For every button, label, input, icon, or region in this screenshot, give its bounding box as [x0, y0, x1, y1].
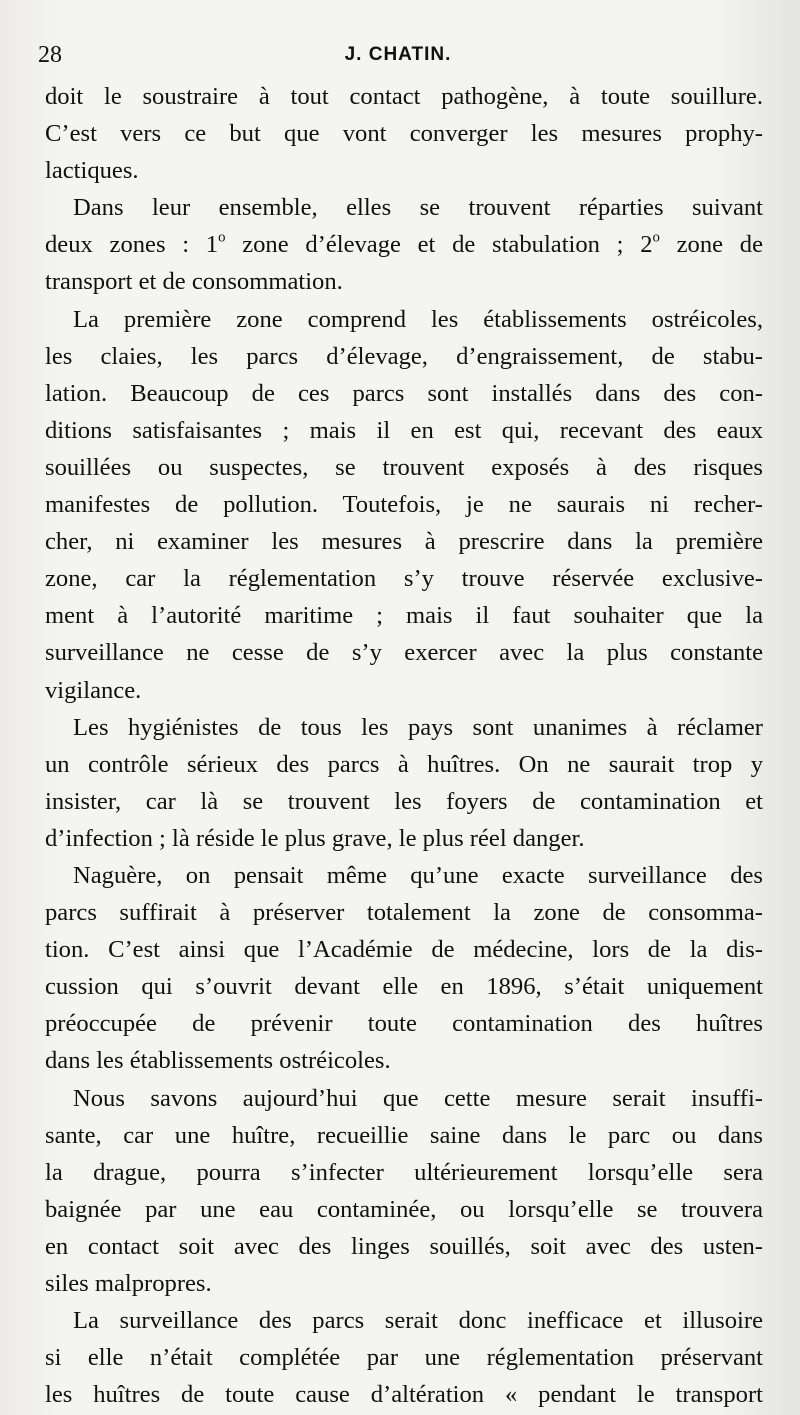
paragraph	[45, 709, 763, 857]
paragraph	[45, 857, 763, 1080]
text-line: les claies, les parcs d’élevage, d’engraissement, de stabu-	[45, 342, 763, 370]
text-line: manifestes de pollution. Toutefois, je ne saurais ni recher-	[45, 491, 763, 519]
text-line: la drague, pourra s’infecter ultérieurement lorsqu’elle sera	[45, 1158, 763, 1186]
running-head: J. CHATIN.	[344, 44, 452, 65]
text-line: tion. C’est ainsi que l’Académie de médecine, lors de la dis-	[45, 936, 763, 964]
text-line: baignée par une eau contaminée, ou lorsqu’elle se trouvera	[45, 1195, 763, 1223]
text-line: sante, car une huître, recueillie saine dans le parc ou dans	[45, 1121, 763, 1149]
text-line: préoccupée de prévenir toute contamination des huîtres	[45, 1010, 763, 1038]
text-line: si elle n’était complétée par une réglementation préservant	[45, 1344, 763, 1372]
text-line: La surveillance des parcs serait donc inefficace et illusoire	[73, 1307, 763, 1335]
page-header	[38, 38, 758, 72]
text-line: dans les établissements ostréicoles.	[45, 1047, 391, 1075]
paragraph	[45, 1080, 763, 1303]
text-line: cher, ni examiner les mesures à prescrire dans la première	[45, 528, 763, 556]
paragraph	[45, 301, 763, 709]
text-line: zone, car la réglementation s’y trouve réservée exclusive-	[45, 565, 763, 593]
text-line: lactiques.	[45, 157, 139, 185]
text-line: Nous savons aujourd’hui que cette mesure serait insuffi-	[73, 1084, 763, 1112]
text-line: insister, car là se trouvent les foyers de contamination et	[45, 787, 763, 815]
text-line: La première zone comprend les établissements ostréicoles,	[73, 305, 763, 333]
text-line: doit le soustraire à tout contact pathogène, à toute souillure.	[45, 83, 763, 110]
text-line: cussion qui s’ouvrit devant elle en 1896, s’était uniquement	[45, 973, 763, 1001]
text-line: les huîtres de toute cause d’altération « pendant le transport	[45, 1381, 763, 1409]
text-line: lation. Beaucoup de ces parcs sont installés dans des con-	[45, 379, 763, 407]
text-line: un contrôle sérieux des parcs à huîtres. On ne saurait trop y	[45, 750, 763, 778]
text-line: en contact soit avec des linges souillés, soit avec des usten-	[45, 1232, 763, 1260]
paragraph	[45, 1302, 763, 1413]
text-line: surveillance ne cesse de s’y exercer avec la plus constante	[45, 639, 763, 667]
text-line: parcs suffirait à préserver totalement la zone de consomma-	[45, 899, 763, 927]
text-line: ditions satisfaisantes ; mais il en est qui, recevant des eaux	[45, 416, 763, 444]
text-line: transport et de consommation.	[45, 268, 343, 296]
text-line: C’est vers ce but que vont converger les mesures prophy-	[45, 120, 763, 148]
text-line: Dans leur ensemble, elles se trouvent réparties suivant	[73, 194, 763, 222]
text-line: vigilance.	[45, 676, 142, 704]
paragraph	[45, 189, 763, 300]
text-line: Naguère, on pensait même qu’une exacte surveillance des	[73, 861, 763, 889]
page-number: 28	[38, 42, 62, 68]
text-line: Les hygiénistes de tous les pays sont unanimes à réclamer	[73, 713, 763, 741]
text-line: souillées ou suspectes, se trouvent exposés à des risques	[45, 453, 763, 481]
text-line: ment à l’autorité maritime ; mais il faut souhaiter que la	[45, 602, 763, 630]
text-line: deux zones : 1$^o$ zone d’élevage et de stabulation ; 2$^o$ zone de	[45, 230, 763, 259]
text-line: d’infection ; là réside le plus grave, le plus réel danger.	[45, 824, 585, 852]
paragraph	[45, 78, 763, 189]
body-text	[45, 78, 763, 1413]
text-line: siles malpropres.	[45, 1270, 212, 1297]
